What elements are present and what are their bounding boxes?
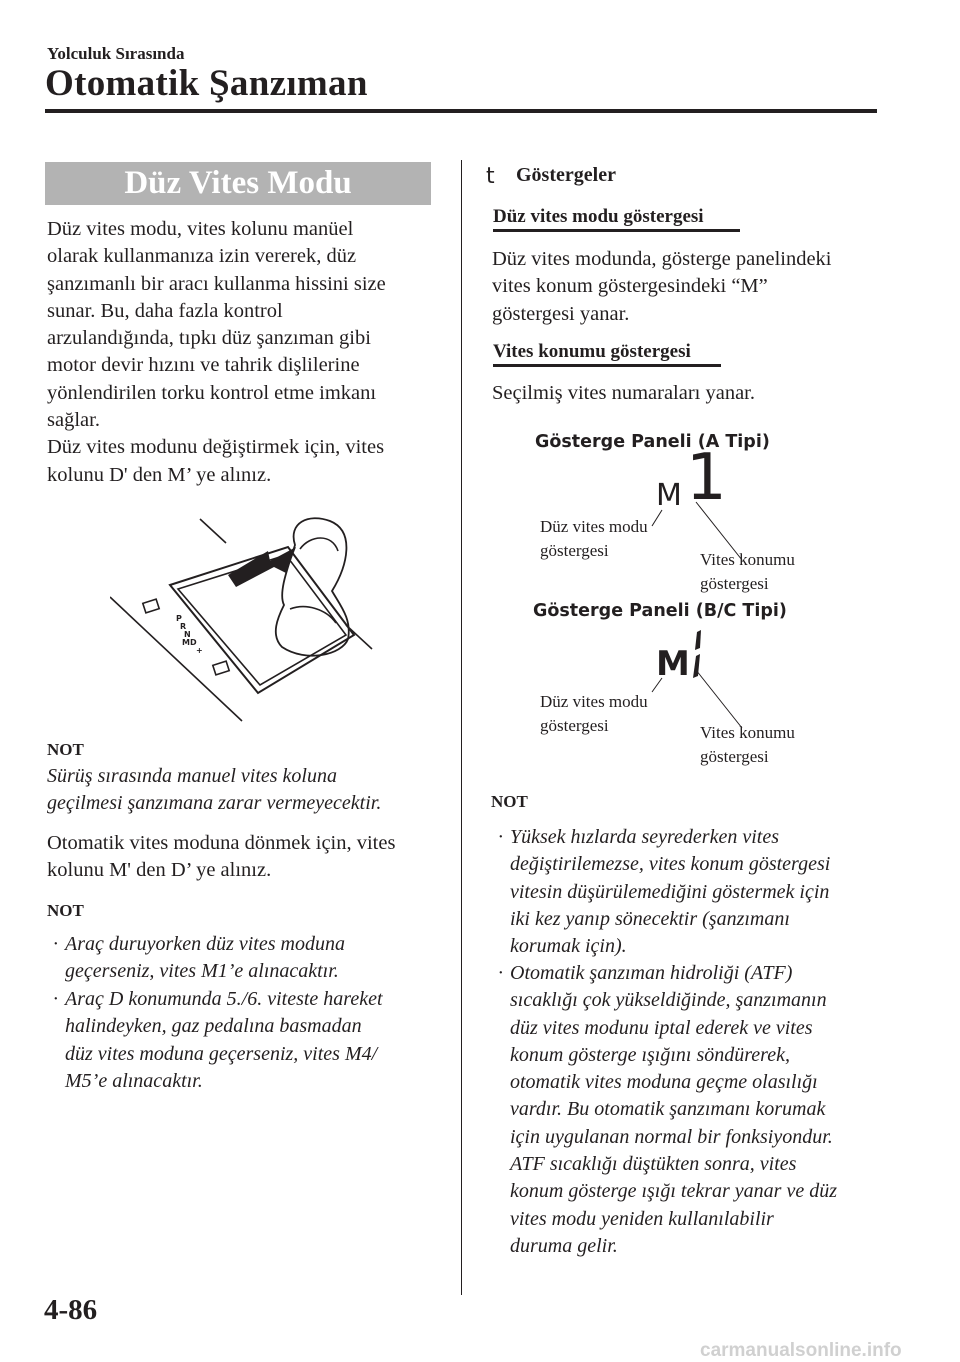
gear-number-display: 1 <box>686 441 727 515</box>
bullet-dot: · <box>498 962 503 984</box>
section-marker: t <box>486 164 495 189</box>
note-bullet-text: Yüksek hızlarda seyrederken vites değiştirilemezse, vites konum göstergesi vitesin düşürülemediğini göstermek için iki kez yanıp sönecektir (şanzımanı korumak için). <box>510 826 831 958</box>
shifter-label-r: R <box>180 622 187 631</box>
panel-bc-title: Gösterge Paneli (B/C Tipi) <box>533 601 787 621</box>
column-divider <box>461 160 462 1295</box>
watermark: carmanualsonline.info <box>700 1340 902 1361</box>
bullet-dot: · <box>498 826 503 848</box>
bullet-dot: · <box>53 933 58 955</box>
panel-bc-gear-callout: Vites konumu göstergesi <box>700 723 795 766</box>
manual-mode-indicator-heading: Düz vites modu göstergesi <box>493 206 704 227</box>
heading-underline <box>493 229 740 232</box>
manual-mode-indicator-text: Düz vites modunda, gösterge panelindeki vites konum göstergesindeki “M” göstergesi yanar. <box>492 248 832 325</box>
heading-underline <box>493 364 721 367</box>
shifter-label-n: N <box>184 630 191 639</box>
page-number: 4-86 <box>44 1294 98 1326</box>
note-bullet-text: Araç duruyorken düz vites moduna geçerseniz, vites M1’e alınacaktır. <box>65 933 345 983</box>
note-label: NOT <box>491 792 528 811</box>
shifter-label-plus: + <box>196 646 203 655</box>
shift-lever-illustration <box>110 505 380 723</box>
note-label: NOT <box>47 901 84 920</box>
note-label: NOT <box>47 740 84 759</box>
note-bullet-text: Otomatik şanzıman hidroliği (ATF) sıcaklığı çok yükseldiğinde, şanzımanın düz vites modunu iptal ederek ve vites konum gösterge ışığını söndürerek, otomatik vites moduna geçme olasılığı vardır. Bu otomatik şanzımanı korumak için uygulanan normal bir fonksiyondur. ATF sıcaklığı düştükten sonra, vites konum gösterge ışığı tekrar yanar ve düz vites modu yeniden kullanılabilir duruma gelir. <box>510 962 837 1257</box>
mode-letter-display: M <box>656 644 690 684</box>
panel-a-title: Gösterge Paneli (A Tipi) <box>535 432 770 452</box>
shifter-label-p: P <box>176 614 182 623</box>
bullet-dot: · <box>53 988 58 1010</box>
indicators-heading: Göstergeler <box>516 164 616 186</box>
intro-paragraph: Düz vites modu, vites kolunu manüel olarak kullanmanıza izin vererek, düz şanzımanlı bir aracı kullanma hissini size sunar. Bu, daha fazla kontrol arzulandığında, tıpkı düz şanzıman gibi motor devir hızını ve tahrik dişlilerine yönlendirilen torku kontrol etme imkanı sağlar. Düz vites modunu değiştirmek için, vites kolunu D' den M’ ye alınız. <box>47 218 386 486</box>
mode-letter-display: M <box>656 478 682 513</box>
manual-mode-heading: Düz Vites Modu <box>45 162 431 205</box>
shifter-label-m: M <box>182 638 190 647</box>
shifter-label-d: D <box>190 638 197 647</box>
return-paragraph: Otomatik vites moduna dönmek için, vites kolunu M' den D’ ye alınız. <box>47 832 396 882</box>
panel-bc-mode-callout: Düz vites modu göstergesi <box>540 692 648 735</box>
gear-position-indicator-text: Seçilmiş vites numaraları yanar. <box>492 382 756 404</box>
note-bullet-text: Araç D konumunda 5./6. viteste hareket halindeyken, gaz pedalına basmadan düz vites moduna geçerseniz, vites M4/ M5’e alınacaktır. <box>65 988 383 1092</box>
header-rule <box>45 109 877 113</box>
section-title: Otomatik Şanzıman <box>45 63 368 104</box>
panel-a-gear-callout: Vites konumu göstergesi <box>700 550 795 593</box>
section-subtitle: Yolculuk Sırasında <box>47 44 185 63</box>
note-text: Sürüş sırasında manuel vites koluna geçilmesi şanzımana zarar vermeyecektir. <box>47 765 382 815</box>
panel-a-mode-callout: Düz vites modu göstergesi <box>540 517 648 560</box>
gear-position-indicator-heading: Vites konumu göstergesi <box>493 341 691 362</box>
